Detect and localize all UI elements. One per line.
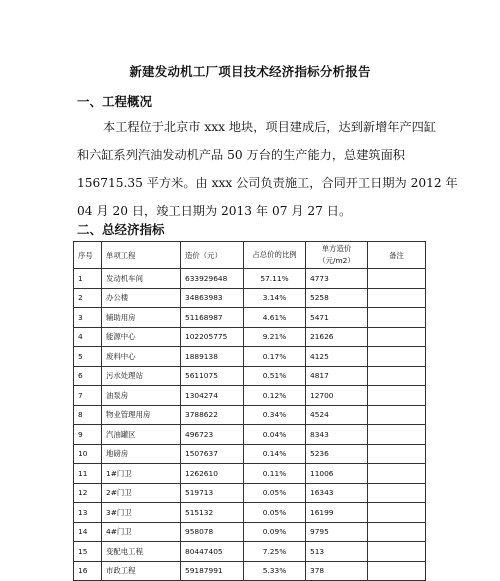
cell-cost: 1262610 — [181, 464, 244, 484]
cell-remark — [368, 347, 426, 367]
cell-remark — [368, 542, 426, 562]
paragraph-line: 156715.35 平方米。由 xxx 公司负责施工，合同开工日期为 2012 年 — [77, 176, 458, 190]
table-row — [74, 308, 426, 328]
cell-ratio: 7.25% — [244, 542, 306, 562]
cell-cost: 102205775 — [181, 327, 244, 347]
section-heading-indicators: 二、总经济指标 — [77, 222, 165, 237]
cell-cost: 80447405 — [181, 542, 244, 562]
cell-cost: 34863983 — [181, 288, 244, 308]
cell-ratio: 0.11% — [244, 464, 306, 484]
cell-item: 废料中心 — [102, 347, 181, 367]
cell-ratio: 0.14% — [244, 444, 306, 464]
cell-cost: 958078 — [181, 522, 244, 542]
cell-unit-cost: 5236 — [306, 444, 368, 464]
cell-ratio: 0.34% — [244, 405, 306, 425]
cell-remark — [368, 503, 426, 523]
cell-ratio: 4.61% — [244, 308, 306, 328]
cell-ratio: 5.33% — [244, 561, 306, 581]
cell-item: 能源中心 — [102, 327, 181, 347]
cell-remark — [368, 405, 426, 425]
cell-item: 地磅房 — [102, 444, 181, 464]
cell-cost: 59187991 — [181, 561, 244, 581]
cell-ratio: 0.04% — [244, 425, 306, 445]
cell-item: 汽油罐区 — [102, 425, 181, 445]
cell-remark — [368, 366, 426, 386]
cell-ratio: 0.12% — [244, 386, 306, 406]
cell-item: 市政工程 — [102, 561, 181, 581]
cell-cost: 633929648 — [181, 269, 244, 289]
cell-remark — [368, 483, 426, 503]
header-cost: 造价（元） — [181, 242, 244, 269]
header-remark: 备注 — [368, 242, 426, 269]
header-unit-cost: 单方造价（元/m2） — [306, 242, 368, 269]
cell-index: 16 — [74, 561, 102, 581]
cell-cost: 496723 — [181, 425, 244, 445]
section-heading-overview: 一、工程概况 — [77, 94, 153, 109]
document-title: 新建发动机工厂项目技术经济指标分析报告 — [129, 64, 371, 79]
cell-item: 油泵房 — [102, 386, 181, 406]
cell-unit-cost: 11006 — [306, 464, 368, 484]
cell-cost: 3788622 — [181, 405, 244, 425]
cell-index: 5 — [74, 347, 102, 367]
cell-remark — [368, 288, 426, 308]
cell-index: 1 — [74, 269, 102, 289]
cell-unit-cost: 12700 — [306, 386, 368, 406]
table-header-row — [74, 242, 426, 269]
cell-remark — [368, 425, 426, 445]
cell-item: 物业管理用房 — [102, 405, 181, 425]
cell-remark — [368, 561, 426, 581]
cell-ratio: 0.17% — [244, 347, 306, 367]
cell-index: 12 — [74, 483, 102, 503]
cell-remark — [368, 464, 426, 484]
cell-unit-cost: 4125 — [306, 347, 368, 367]
cell-ratio: 0.05% — [244, 483, 306, 503]
cell-item: 发动机车间 — [102, 269, 181, 289]
cell-index: 3 — [74, 308, 102, 328]
cell-unit-cost: 9795 — [306, 522, 368, 542]
cell-cost: 1889138 — [181, 347, 244, 367]
cell-remark — [368, 269, 426, 289]
cell-cost: 5611075 — [181, 366, 244, 386]
cell-item: 2#门卫 — [102, 483, 181, 503]
cell-ratio: 57.11% — [244, 269, 306, 289]
table-row — [74, 464, 426, 484]
table-row — [74, 483, 426, 503]
cell-index: 14 — [74, 522, 102, 542]
cell-unit-cost: 513 — [306, 542, 368, 562]
cell-index: 11 — [74, 464, 102, 484]
cell-item: 污水处理站 — [102, 366, 181, 386]
table-row — [74, 269, 426, 289]
cell-unit-cost: 16343 — [306, 483, 368, 503]
header-item: 单项工程 — [102, 242, 181, 269]
cell-unit-cost: 8343 — [306, 425, 368, 445]
cell-ratio: 9.21% — [244, 327, 306, 347]
cell-remark — [368, 444, 426, 464]
cell-cost: 1304274 — [181, 386, 244, 406]
table-row — [74, 444, 426, 464]
cell-ratio: 0.05% — [244, 503, 306, 523]
paragraph-line: 本工程位于北京市 xxx 地块，项目建成后，达到新增年产四缸 — [103, 120, 437, 134]
cell-item: 1#门卫 — [102, 464, 181, 484]
cell-item: 办公楼 — [102, 288, 181, 308]
cell-remark — [368, 327, 426, 347]
cell-item: 3#门卫 — [102, 503, 181, 523]
table-row — [74, 522, 426, 542]
header-index: 序号 — [74, 242, 102, 269]
cell-cost: 51168987 — [181, 308, 244, 328]
cell-ratio: 3.14% — [244, 288, 306, 308]
table-row — [74, 503, 426, 523]
table-row — [74, 425, 426, 445]
table-row — [74, 405, 426, 425]
cell-index: 13 — [74, 503, 102, 523]
table-row — [74, 542, 426, 562]
table-body — [74, 269, 426, 581]
cell-ratio: 0.51% — [244, 366, 306, 386]
cell-item: 4#门卫 — [102, 522, 181, 542]
cell-remark — [368, 308, 426, 328]
header-ratio: 占总价的比例 — [244, 242, 306, 269]
cell-unit-cost: 4817 — [306, 366, 368, 386]
cell-unit-cost: 4773 — [306, 269, 368, 289]
overview-paragraph — [77, 113, 458, 225]
cell-remark — [368, 386, 426, 406]
cell-index: 6 — [74, 366, 102, 386]
cell-unit-cost: 16199 — [306, 503, 368, 523]
cell-ratio: 0.09% — [244, 522, 306, 542]
table-row — [74, 561, 426, 581]
cell-unit-cost: 4524 — [306, 405, 368, 425]
table-row — [74, 386, 426, 406]
paragraph-line: 和六缸系列汽油发动机产品 50 万台的生产能力，总建筑面积 — [77, 148, 405, 162]
table-row — [74, 366, 426, 386]
table-row — [74, 288, 426, 308]
cell-remark — [368, 522, 426, 542]
table-row — [74, 347, 426, 367]
cell-index: 8 — [74, 405, 102, 425]
cell-index: 15 — [74, 542, 102, 562]
cell-unit-cost: 378 — [306, 561, 368, 581]
cell-item: 辅助用房 — [102, 308, 181, 328]
table-row — [74, 327, 426, 347]
cell-index: 2 — [74, 288, 102, 308]
cell-index: 4 — [74, 327, 102, 347]
indicator-table — [73, 241, 426, 581]
cell-index: 9 — [74, 425, 102, 445]
cell-unit-cost: 21626 — [306, 327, 368, 347]
cell-cost: 515132 — [181, 503, 244, 523]
cell-unit-cost: 5258 — [306, 288, 368, 308]
cell-unit-cost: 5471 — [306, 308, 368, 328]
cell-cost: 1507637 — [181, 444, 244, 464]
cell-index: 7 — [74, 386, 102, 406]
cell-item: 变配电工程 — [102, 542, 181, 562]
cell-index: 10 — [74, 444, 102, 464]
cell-cost: 519713 — [181, 483, 244, 503]
paragraph-line: 04 月 20 日，竣工日期为 2013 年 07 月 27 日。 — [77, 204, 352, 218]
